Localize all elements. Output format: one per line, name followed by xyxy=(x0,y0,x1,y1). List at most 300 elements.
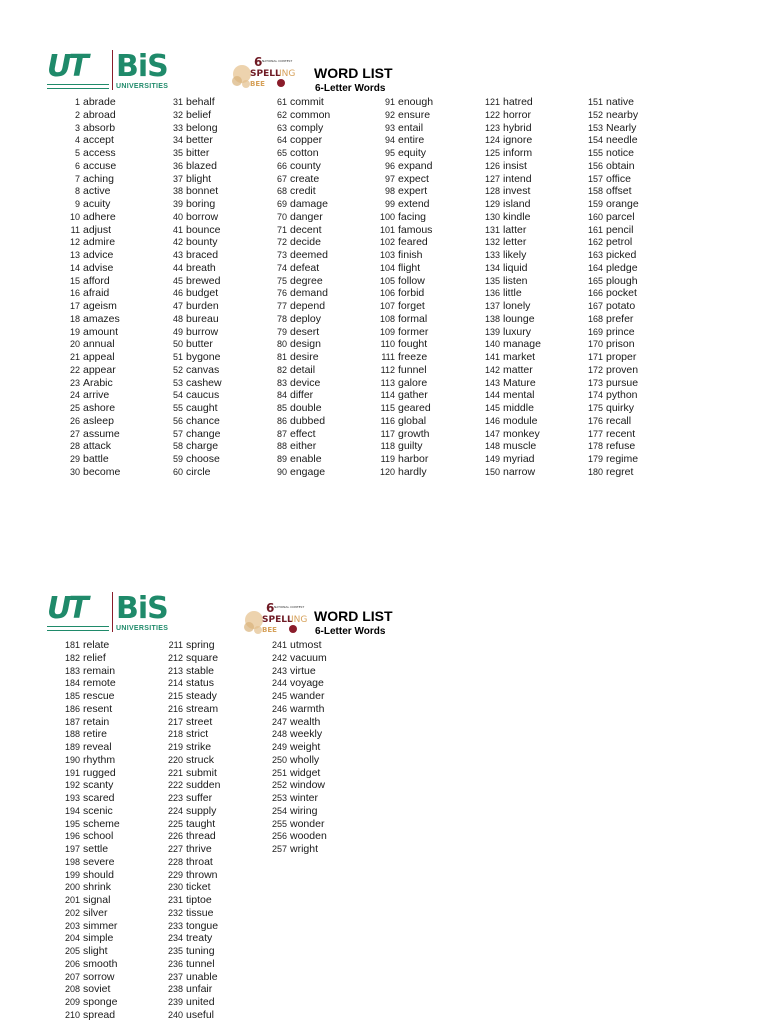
word-number: 6 xyxy=(74,160,80,171)
word-number: 179 xyxy=(587,454,603,464)
word-text: manage xyxy=(503,338,541,351)
word-row xyxy=(55,313,120,326)
word-text: global xyxy=(398,414,427,427)
word-number: 23 xyxy=(69,377,80,388)
word-number: 240 xyxy=(167,1009,183,1020)
word-number: 66 xyxy=(276,160,287,171)
word-text: amount xyxy=(83,325,119,338)
word-text: python xyxy=(606,389,638,402)
word-row xyxy=(55,415,120,428)
word-row xyxy=(55,843,120,856)
word-number: 189 xyxy=(64,742,80,752)
word-text: Mature xyxy=(503,376,536,389)
word-text: recent xyxy=(606,427,636,440)
word-row xyxy=(55,971,120,984)
word-number: 195 xyxy=(64,818,80,829)
word-row xyxy=(158,236,222,249)
word-number: 22 xyxy=(69,364,80,375)
word-number: 219 xyxy=(167,742,183,752)
word-row xyxy=(158,703,220,716)
word-text: thread xyxy=(186,830,216,843)
word-text: canvas xyxy=(186,363,220,376)
word-number: 133 xyxy=(484,250,500,260)
word-number: 134 xyxy=(484,262,500,273)
word-text: chance xyxy=(186,414,220,427)
word-number: 73 xyxy=(276,250,287,260)
word-row xyxy=(158,326,222,339)
word-text: create xyxy=(290,172,320,185)
word-number: 248 xyxy=(271,729,287,740)
word-text: braced xyxy=(186,249,219,261)
word-text: winter xyxy=(290,792,319,804)
word-number: 54 xyxy=(172,390,183,401)
word-number: 233 xyxy=(167,920,183,931)
word-number: 71 xyxy=(276,224,287,235)
word-text: prison xyxy=(606,338,635,351)
word-number: 104 xyxy=(379,262,395,273)
word-row xyxy=(158,830,220,843)
word-row xyxy=(55,160,120,173)
word-row xyxy=(370,185,433,198)
word-row xyxy=(370,249,433,262)
word-row xyxy=(55,818,120,831)
word-number: 211 xyxy=(168,640,183,650)
word-number: 10 xyxy=(69,211,80,222)
word-text: formal xyxy=(398,312,428,325)
word-number: 147 xyxy=(484,428,500,439)
word-text: entail xyxy=(398,121,424,134)
word-text: equity xyxy=(398,147,427,159)
word-row xyxy=(158,639,220,652)
word-number: 102 xyxy=(379,237,395,248)
word-row xyxy=(262,249,330,262)
word-number: 4 xyxy=(74,135,80,146)
spelling-bee-logo xyxy=(240,600,320,638)
word-text: wander xyxy=(290,690,325,702)
word-text: caught xyxy=(186,402,218,414)
word-row xyxy=(262,639,327,652)
word-number: 209 xyxy=(64,997,80,1007)
word-row xyxy=(475,134,541,147)
word-number: 43 xyxy=(172,250,183,260)
word-row xyxy=(475,262,541,275)
word-text: tunnel xyxy=(186,957,215,970)
word-text: differ xyxy=(290,389,314,402)
logo-divider xyxy=(112,592,113,632)
word-row xyxy=(475,173,541,186)
word-text: change xyxy=(186,427,221,440)
word-row xyxy=(158,920,220,933)
word-text: smooth xyxy=(83,957,118,970)
word-text: weekly xyxy=(290,728,323,741)
word-row xyxy=(578,466,639,479)
word-column-6 xyxy=(578,96,639,479)
word-text: boring xyxy=(186,198,216,210)
word-text: thrive xyxy=(186,843,212,855)
word-text: county xyxy=(290,159,321,172)
word-row xyxy=(262,830,327,843)
word-number: 175 xyxy=(587,403,603,413)
word-text: retire xyxy=(83,728,107,741)
word-text: stream xyxy=(186,702,219,715)
word-row xyxy=(55,466,120,479)
word-text: severe xyxy=(83,855,115,868)
word-row xyxy=(55,716,120,729)
word-text: caucus xyxy=(186,389,220,402)
word-text: geared xyxy=(398,402,431,414)
word-text: accept xyxy=(83,134,114,147)
word-text: admire xyxy=(83,236,116,249)
word-text: listen xyxy=(503,274,528,287)
word-number: 97 xyxy=(384,173,395,184)
word-row xyxy=(262,440,330,453)
word-number: 171 xyxy=(587,352,603,362)
word-row xyxy=(370,428,433,441)
word-row xyxy=(370,326,433,339)
word-text: belief xyxy=(186,108,212,121)
word-number: 106 xyxy=(379,288,395,299)
word-number: 131 xyxy=(484,224,500,235)
word-number: 148 xyxy=(484,441,500,452)
word-row xyxy=(262,389,330,402)
word-number: 126 xyxy=(484,160,500,171)
word-row xyxy=(158,652,220,665)
word-text: module xyxy=(503,414,538,427)
word-row xyxy=(262,147,330,160)
bis-logo: BiS xyxy=(116,49,168,84)
word-text: acuity xyxy=(83,198,111,210)
word-number: 182 xyxy=(64,652,80,663)
word-text: galore xyxy=(398,376,428,389)
word-number: 216 xyxy=(167,703,183,714)
word-row xyxy=(262,224,330,237)
word-row xyxy=(158,869,220,882)
word-text: blazed xyxy=(186,159,217,172)
word-number: 161 xyxy=(587,224,603,235)
word-row xyxy=(55,830,120,843)
word-text: burrow xyxy=(186,325,219,338)
word-text: scared xyxy=(83,792,115,804)
word-row xyxy=(262,779,327,792)
word-column-2 xyxy=(158,96,222,479)
word-text: ageism xyxy=(83,300,117,312)
word-text: absorb xyxy=(83,121,116,134)
word-row xyxy=(475,198,541,211)
word-text: wiring xyxy=(290,804,318,817)
word-number: 242 xyxy=(271,652,287,663)
word-text: assume xyxy=(83,427,120,440)
word-row xyxy=(370,134,433,147)
word-row xyxy=(158,754,220,767)
word-number: 251 xyxy=(271,767,287,778)
word-row xyxy=(262,818,327,831)
word-number: 59 xyxy=(172,454,183,464)
word-row xyxy=(370,262,433,275)
word-number: 67 xyxy=(276,173,287,184)
word-number: 235 xyxy=(167,946,183,956)
word-column-2 xyxy=(158,639,220,1022)
word-number: 130 xyxy=(484,211,500,222)
word-row xyxy=(578,185,639,198)
word-text: prince xyxy=(606,325,635,338)
word-number: 116 xyxy=(380,415,395,426)
word-number: 132 xyxy=(484,237,500,248)
word-list-page-2 xyxy=(0,540,768,1024)
word-number: 227 xyxy=(167,844,183,854)
word-row xyxy=(158,402,222,415)
word-row xyxy=(578,453,639,466)
word-row xyxy=(370,377,433,390)
page-subtitle: 6-Letter Words xyxy=(315,626,386,637)
word-number: 52 xyxy=(172,364,183,375)
word-row xyxy=(370,122,433,135)
word-row xyxy=(475,224,541,237)
word-row xyxy=(262,364,330,377)
word-number: 37 xyxy=(172,173,183,184)
word-text: warmth xyxy=(290,702,325,715)
word-row xyxy=(578,275,639,288)
word-row xyxy=(55,453,120,466)
word-number: 121 xyxy=(484,97,500,107)
word-text: common xyxy=(290,108,331,121)
word-number: 230 xyxy=(167,882,183,893)
word-text: burden xyxy=(186,300,219,312)
word-number: 170 xyxy=(587,339,603,350)
word-number: 168 xyxy=(587,313,603,324)
word-number: 39 xyxy=(172,199,183,209)
word-row xyxy=(158,983,220,996)
word-text: lonely xyxy=(503,300,531,312)
word-row xyxy=(55,377,120,390)
word-text: danger xyxy=(290,210,323,223)
word-text: thrown xyxy=(186,868,218,881)
word-text: native xyxy=(606,96,635,108)
word-row xyxy=(55,652,120,665)
word-row xyxy=(55,665,120,678)
spelling-logo-word2: ING xyxy=(279,69,296,79)
word-text: expert xyxy=(398,185,428,198)
word-number: 208 xyxy=(64,984,80,995)
word-text: rhythm xyxy=(83,753,116,766)
word-number: 174 xyxy=(587,390,603,401)
word-number: 164 xyxy=(587,262,603,273)
word-text: enable xyxy=(290,453,322,465)
word-number: 14 xyxy=(69,262,80,273)
word-number: 187 xyxy=(64,716,80,727)
word-text: scanty xyxy=(83,779,114,792)
word-text: hybrid xyxy=(503,121,532,134)
word-number: 53 xyxy=(172,377,183,388)
word-row xyxy=(475,275,541,288)
bis-logo: BiS xyxy=(116,591,168,626)
word-row xyxy=(55,639,120,652)
word-row xyxy=(55,932,120,945)
word-text: remain xyxy=(83,664,116,677)
word-number: 35 xyxy=(172,148,183,158)
word-row xyxy=(475,377,541,390)
word-row xyxy=(262,792,327,805)
word-row xyxy=(55,147,120,160)
word-number: 223 xyxy=(167,793,183,803)
word-number: 44 xyxy=(172,262,183,273)
word-number: 7 xyxy=(74,173,80,184)
word-number: 200 xyxy=(64,882,80,893)
word-number: 45 xyxy=(172,275,183,286)
word-text: finish xyxy=(398,249,423,261)
word-text: monkey xyxy=(503,427,540,440)
word-row xyxy=(262,716,327,729)
word-row xyxy=(158,300,222,313)
word-number: 207 xyxy=(64,971,80,982)
word-number: 212 xyxy=(167,652,183,663)
word-row xyxy=(578,313,639,326)
word-row xyxy=(578,377,639,390)
word-text: refuse xyxy=(606,440,636,453)
word-text: belong xyxy=(186,121,218,134)
word-text: regime xyxy=(606,453,639,465)
word-number: 229 xyxy=(167,869,183,880)
word-text: simmer xyxy=(83,919,118,932)
word-number: 236 xyxy=(167,958,183,969)
word-text: appear xyxy=(83,363,116,376)
word-number: 120 xyxy=(379,466,395,477)
word-number: 232 xyxy=(167,907,183,918)
word-row xyxy=(262,703,327,716)
word-row xyxy=(55,326,120,339)
word-number: 118 xyxy=(380,441,395,452)
word-number: 188 xyxy=(64,729,80,740)
word-text: ensure xyxy=(398,108,431,121)
word-row xyxy=(55,198,120,211)
word-row xyxy=(55,728,120,741)
word-row xyxy=(578,262,639,275)
word-text: charge xyxy=(186,440,219,453)
word-text: damage xyxy=(290,198,328,210)
word-number: 86 xyxy=(276,415,287,426)
word-number: 108 xyxy=(379,313,395,324)
word-row xyxy=(55,185,120,198)
word-text: adhere xyxy=(83,210,116,223)
word-number: 20 xyxy=(69,339,80,350)
page-title: WORD LIST xyxy=(314,608,393,624)
word-row xyxy=(158,262,222,275)
word-text: decent xyxy=(290,223,322,236)
word-row xyxy=(158,818,220,831)
word-text: abroad xyxy=(83,108,116,121)
word-number: 83 xyxy=(276,377,287,388)
word-row xyxy=(158,224,222,237)
word-row xyxy=(262,134,330,147)
word-row xyxy=(370,402,433,415)
word-number: 157 xyxy=(587,173,603,184)
word-text: potato xyxy=(606,300,636,312)
word-text: afford xyxy=(83,274,110,287)
word-row xyxy=(370,440,433,453)
word-row xyxy=(158,843,220,856)
word-row xyxy=(262,415,330,428)
word-text: proper xyxy=(606,351,637,363)
word-text: amazes xyxy=(83,312,120,325)
word-row xyxy=(55,907,120,920)
word-number: 176 xyxy=(587,415,603,426)
word-row xyxy=(55,249,120,262)
word-text: rescue xyxy=(83,690,115,702)
word-text: better xyxy=(186,134,213,147)
word-row xyxy=(55,690,120,703)
word-text: breath xyxy=(186,261,216,274)
word-number: 145 xyxy=(484,403,500,413)
word-number: 220 xyxy=(167,754,183,765)
word-text: pocket xyxy=(606,287,637,300)
word-number: 94 xyxy=(384,135,395,146)
word-number: 129 xyxy=(484,199,500,209)
word-number: 203 xyxy=(64,920,80,931)
word-number: 204 xyxy=(64,933,80,944)
word-row xyxy=(55,703,120,716)
word-number: 241 xyxy=(271,640,287,650)
word-number: 177 xyxy=(587,428,603,439)
word-number: 30 xyxy=(69,466,80,477)
word-text: throat xyxy=(186,855,213,868)
word-number: 84 xyxy=(276,390,287,401)
word-number: 19 xyxy=(69,326,80,337)
word-row xyxy=(370,147,433,160)
word-text: spread xyxy=(83,1008,116,1021)
word-row xyxy=(475,351,541,364)
word-text: signal xyxy=(83,894,111,906)
word-row xyxy=(370,96,433,109)
word-number: 123 xyxy=(484,122,500,133)
word-number: 191 xyxy=(64,767,80,778)
word-number: 82 xyxy=(276,364,287,375)
word-row xyxy=(262,173,330,186)
word-row xyxy=(578,351,639,364)
word-row xyxy=(262,211,330,224)
word-text: invest xyxy=(503,185,531,198)
word-row xyxy=(370,313,433,326)
word-column-1 xyxy=(55,639,120,1022)
word-number: 49 xyxy=(172,326,183,337)
word-number: 75 xyxy=(276,275,287,286)
word-number: 185 xyxy=(64,691,80,701)
word-text: forget xyxy=(398,300,425,312)
word-row xyxy=(158,741,220,754)
word-row xyxy=(55,856,120,869)
word-text: virtue xyxy=(290,664,316,677)
word-text: tuning xyxy=(186,945,215,957)
word-number: 109 xyxy=(379,326,395,337)
word-number: 9 xyxy=(74,199,80,209)
word-row xyxy=(158,211,222,224)
word-row xyxy=(158,767,220,780)
page-subtitle: 6-Letter Words xyxy=(315,83,386,94)
word-text: butter xyxy=(186,338,213,351)
word-text: struck xyxy=(186,753,215,766)
word-row xyxy=(262,377,330,390)
word-text: annual xyxy=(83,338,115,351)
word-row xyxy=(158,160,222,173)
spelling-logo-word3: BEE xyxy=(250,80,265,88)
word-number: 62 xyxy=(276,109,287,120)
word-number: 180 xyxy=(587,466,603,477)
word-row xyxy=(158,728,220,741)
word-row xyxy=(158,665,220,678)
word-row xyxy=(578,402,639,415)
word-text: myriad xyxy=(503,453,535,465)
word-text: brewed xyxy=(186,274,221,287)
word-text: latter xyxy=(503,223,527,236)
word-number: 25 xyxy=(69,403,80,413)
